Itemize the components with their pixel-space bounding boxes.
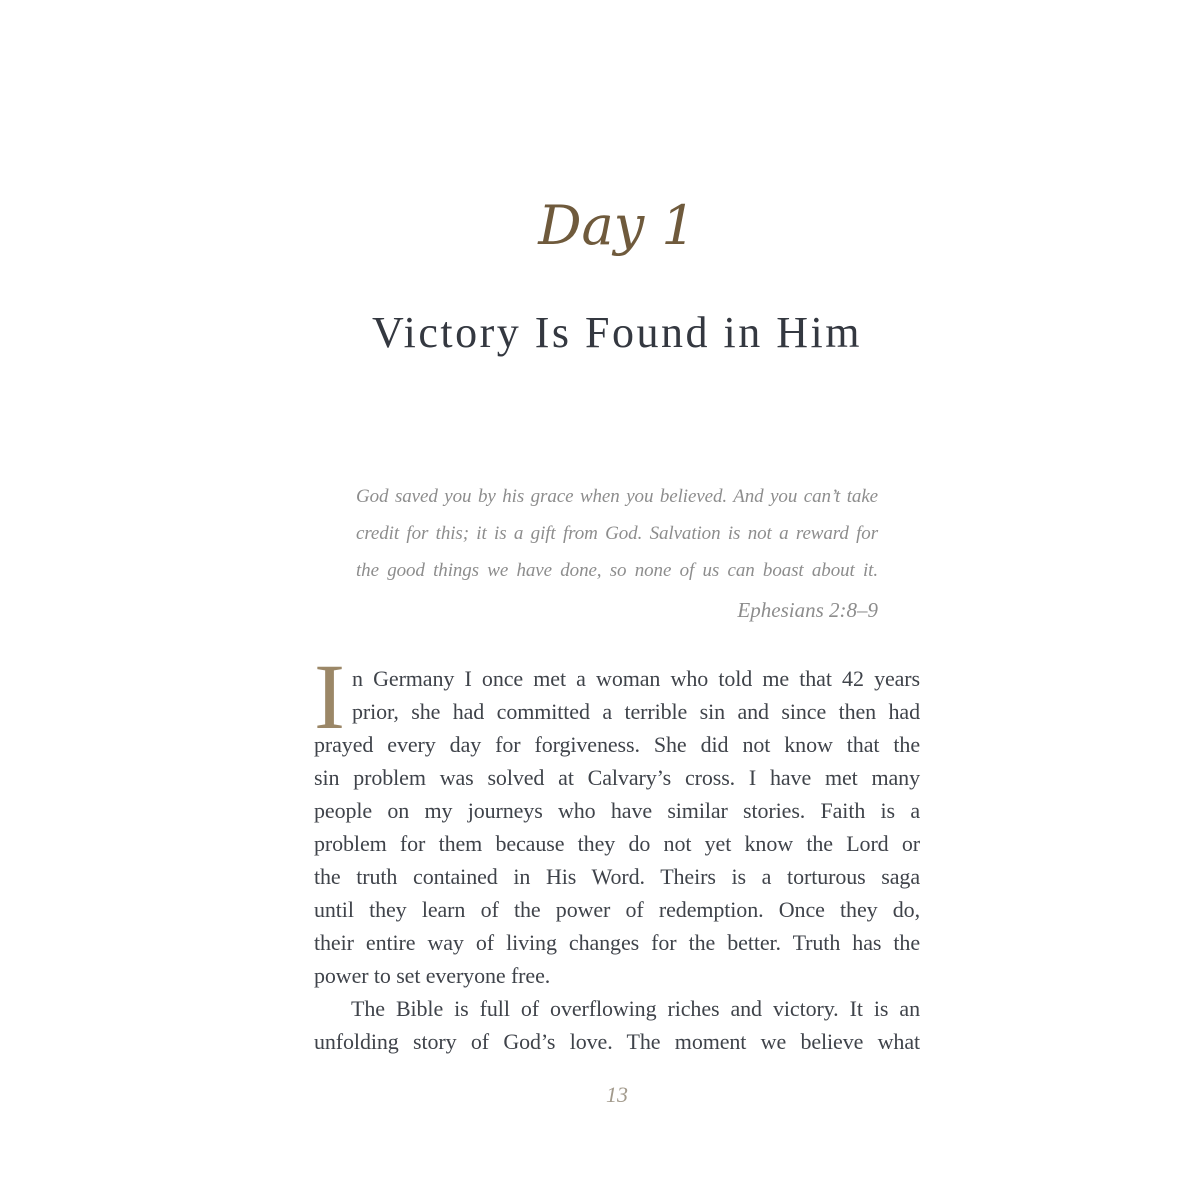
page-number: 13 — [606, 1082, 628, 1107]
body-line: prayed every day for forgiveness. She did not know that the — [314, 732, 920, 757]
epigraph-line: the good things we have done, so none of us can boast about it. — [356, 560, 878, 581]
body-line: prior, she had committed a terrible sin and since then had — [352, 699, 920, 724]
drop-cap: I — [314, 646, 345, 749]
epigraph-line: God saved you by his grace when you believed. And you can’t take — [356, 486, 878, 507]
body-line: power to set everyone free. — [314, 963, 551, 988]
paragraph-1 — [314, 646, 920, 992]
epigraph-line: credit for this; it is a gift from God. Salvation is not a reward for — [356, 523, 878, 544]
body-line: until they learn of the power of redemption. Once they do, — [314, 897, 920, 922]
body-line: n Germany I once met a woman who told me that 42 years — [352, 666, 920, 691]
body-line: the truth contained in His Word. Theirs is a torturous saga — [314, 864, 920, 889]
body-line: unfolding story of God’s love. The moment we believe what — [314, 1029, 920, 1054]
scripture-epigraph — [356, 478, 878, 625]
body-line: problem for them because they do not yet know the Lord or — [314, 831, 920, 856]
body-line: their entire way of living changes for the better. Truth has the — [314, 930, 920, 955]
body-line: people on my journeys who have similar stories. Faith is a — [314, 798, 920, 823]
body-text — [314, 646, 920, 1058]
chapter-title: Victory Is Found in Him — [372, 308, 862, 357]
day-label: Day 1 — [538, 194, 696, 257]
paragraph-2 — [314, 992, 920, 1058]
body-line: sin problem was solved at Calvary’s cross. I have met many — [314, 765, 920, 790]
scripture-reference: Ephesians 2:8–9 — [737, 598, 878, 622]
page-content — [314, 0, 920, 1200]
body-line: The Bible is full of overflowing riches and victory. It is an — [351, 996, 920, 1021]
